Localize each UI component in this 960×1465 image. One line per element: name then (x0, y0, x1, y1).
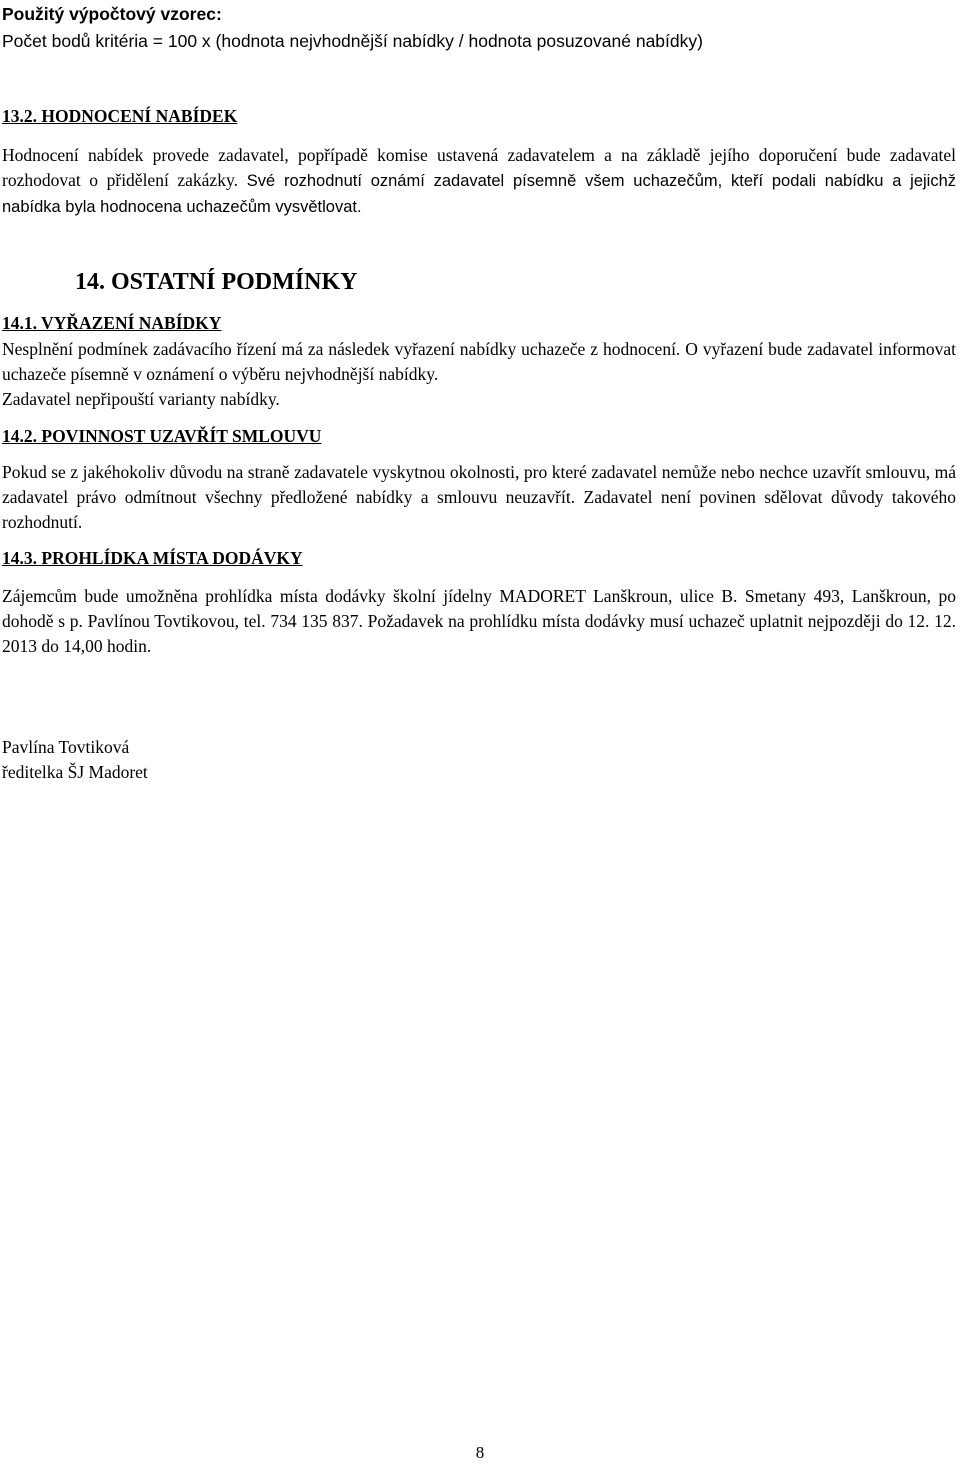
page-number: 8 (475, 1443, 485, 1462)
section-14-3-heading: 14.3. PROHLÍDKA MÍSTA DODÁVKY (2, 548, 303, 568)
formula-heading: Použitý výpočtový vzorec: (2, 4, 222, 24)
section-13-2-paragraph (2, 143, 956, 220)
section-14-1-paragraph: Nesplnění podmínek zadávacího řízení má za následek vyřazení nabídky uchazeče z hodnocení. O vyřazení bude zadavatel informovat uchazeče písemně v oznámení o výběru nejvhodnější nabídky. (2, 339, 956, 384)
section-14-2-paragraph: Pokud se z jakéhokoliv důvodu na straně zadavatele vyskytnou okolnosti, pro které zadavatel nemůže nebo nechce uzavřít smlouvu, má zadavatel právo odmítnout všechny předložené nabídky a smlouvu neuzavřít. Zadavatel není povinen sdělovat důvody takového rozhodnutí. (2, 462, 956, 532)
signature-title: ředitelka ŠJ Madoret (2, 762, 148, 782)
section-13-2-heading: 13.2. HODNOCENÍ NABÍDEK (2, 106, 238, 126)
section-14-3-paragraph: Zájemcům bude umožněna prohlídka místa dodávky školní jídelny MADORET Lanškroun, ulice B. Smetany 493, Lanškroun, po dohodě s p. Pavlínou Tovtikovou, tel. 734 135 837. Požadavek na prohlídku místa dodávky musí uchazeč uplatnit nejpozději do 12. 12. 2013 do 14,00 hodin. (2, 586, 956, 656)
signature-name: Pavlína Tovtiková (2, 737, 130, 757)
section-14-heading: 14. OSTATNÍ PODMÍNKY (75, 269, 358, 295)
section-13-2-text-serif: Hodnocení nabídek provede zadavatel, popřípadě komise ustavená zadavatelem a na základě jejího doporučení bude zadavatel rozhodovat o přidělení zakázky. (2, 145, 956, 190)
formula-text: Počet bodů kritéria = 100 x (hodnota nejvhodnější nabídky / hodnota posuzované nabídky) (2, 31, 703, 51)
section-14-1-variants: Zadavatel nepřipouští varianty nabídky. (2, 389, 280, 409)
section-14-2-heading: 14.2. POVINNOST UZAVŘÍT SMLOUVU (2, 426, 322, 446)
section-13-2-text-sans: Své rozhodnutí oznámí zadavatel písemně všem uchazečům, kteří podali nabídku a jejichž nabídka byla hodnocena uchazečům vysvětlovat. (2, 172, 956, 216)
section-14-1-heading: 14.1. VYŘAZENÍ NABÍDKY (2, 313, 222, 333)
